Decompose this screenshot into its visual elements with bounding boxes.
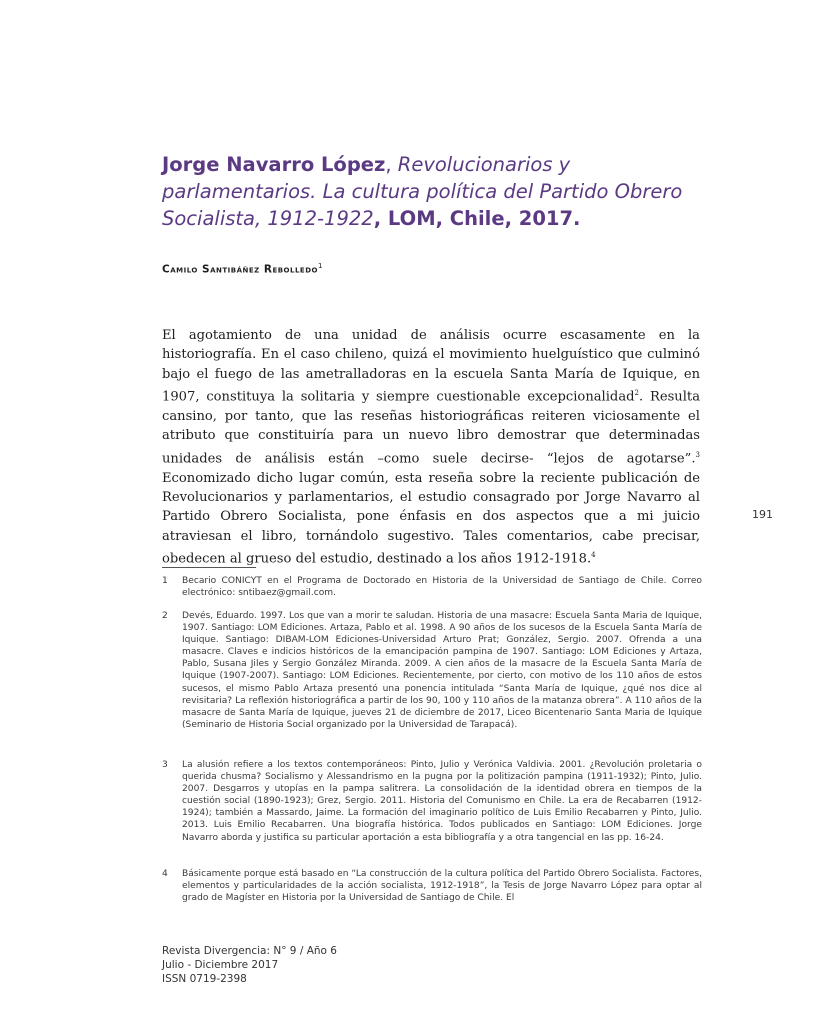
body-text-2: . Resulta cansino, por tanto, que las reseñas historiográficas reiteren viciosamente el atributo que constituiría para un nuevo libro demostrar que determinadas unidades de análisis están –como suele decirse- “lejos de agotarse”. (162, 389, 700, 467)
book-title: Revolucionarios y parlamentarios. La cultura política del Partido Obrero Socialista, 1912-1922 (162, 153, 683, 230)
footnote-divider (162, 567, 256, 568)
footnote-1 (162, 575, 702, 599)
journal-period: Julio - Diciembre 2017 (162, 959, 279, 971)
title-comma: , (385, 153, 398, 176)
footnote-ref-1[interactable]: 1 (317, 262, 323, 270)
body-text-3: Economizado dicho lugar común, esta reseña sobre la reciente publicación de Revolucionarios y parlamentarios, el estudio consagrado por Jorge Navarro al Partido Obrero Socialista, pone énfasis en dos aspectos que a mi juicio atraviesan el libro, tornándolo sugestivo. Tales comentarios, cabe precisar, obedecen al grueso del estudio, destinado a los años 1912-1918. (162, 470, 700, 567)
footnote-number: 4 (162, 869, 168, 879)
publisher-info: , LOM, Chile, 2017. (373, 207, 581, 230)
review-body (162, 326, 700, 569)
footnote-2 (162, 610, 702, 731)
footnote-ref-2[interactable]: 2 (634, 389, 639, 398)
body-text-1: El agotamiento de una unidad de análisis ocurre escasamente en la historiografía. En el caso chileno, quizá el movimiento huelguístico que culminó bajo el fuego de las ametralladoras en la escuela Santa María de Iquique, en 1907, constituya la solitaria y siempre cuestionable excepcionalidad (162, 328, 700, 405)
journal-footer (162, 944, 337, 986)
footnote-text: La alusión refiere a los textos contemporáneos: Pinto, Julio y Verónica Valdivia. 2001. ¿Revolución proletaria o querida chusma? Socialismo y Alessandrismo en la pugna por la politización pampina (1911-1932); Pinto, Julio. 2007. Desgarros y utopías en la pampa salitrera. La consolidación de la identidad obrera en tiempos de la cuestión social (1890-1923); Grez, Sergio. 2011. Historia del Comunismo en Chile. La era de Recabarren (1912-1924); también a Massardo, Jaime. La formación del imaginario político de Luis Emilio Recabarren y Pinto, Julio. 2013. Luis Emilio Recabarren. Una biografía histórica. Todos publicados en Santiago: LOM Ediciones. Jorge Navarro aborda y justifica su particular aportación a esta bibliografía y a otra tangencial en las pp. 16-24. (182, 760, 702, 843)
footnote-4 (162, 868, 702, 904)
footnote-text: Becario CONICYT en el Programa de Doctorado en Historia de la Universidad de Santiago de Chile. Correo electrónico: sntibaez@gmail.com. (182, 576, 702, 599)
footnote-ref-4[interactable]: 4 (591, 551, 596, 560)
journal-issn: ISSN 0719-2398 (162, 973, 247, 985)
journal-name: Revista Divergencia: N° 9 / Año 6 (162, 945, 337, 957)
footnote-number: 1 (162, 576, 168, 586)
footnote-ref-3[interactable]: 3 (695, 450, 700, 459)
footnote-3 (162, 759, 702, 844)
footnote-number: 2 (162, 611, 168, 621)
footnote-number: 3 (162, 760, 168, 770)
reviewer-name-text: Camilo Santibáñez Rebolledo (162, 263, 318, 276)
review-title (162, 151, 722, 232)
footnote-text: Devés, Eduardo. 1997. Los que van a morir te saludan. Historia de una masacre: Escuela Santa Maria de Iquique, 1907. Santiago: LOM Ediciones. Artaza, Pablo et al. 1998. A 90 años de los sucesos de la Escuela Santa María de Iquique. Santiago: DIBAM-LOM Ediciones-Universidad Arturo Prat; González, Sergio. 2007. Ofrenda a una masacre. Claves e indicios históricos de la emancipación pampina de 1907. Santiago: LOM Ediciones y Artaza, Pablo, Susana Jiles y Sergio González Miranda. 2009. A cien años de la masacre de la Escuela Santa María de Iquique (1907-2007). Santiago: LOM Ediciones. Recientemente, por cierto, con motivo de los 110 años de estos sucesos, el mismo Pablo Artaza presentó una ponencia intitulada “Santa María de Iquique, ¿qué nos dice al revisitaria? La reflexión historiográfica a partir de los 90, 100 y 110 años de la matanza obrera”. A 110 años de la masacre de Santa María de Iquique, jueves 21 de diciembre de 2017, Liceo Bicentenario Santa Maria de Iquique (Seminario de Historia Social organizado por la Universidad de Tarapacá). (182, 611, 702, 730)
footnote-text: Básicamente porque está basado en “La construcción de la cultura política del Partido Obrero Socialista. Factores, elementos y particularidades de la acción socialista, 1912-1918”, la Tesis de Jorge Navarro López para optar al grado de Magíster en Historia por la Universidad de Santiago de Chile. El (182, 869, 702, 904)
page-number: 191 (752, 508, 773, 521)
book-author: Jorge Navarro López (162, 153, 386, 176)
reviewer-name (162, 262, 323, 276)
